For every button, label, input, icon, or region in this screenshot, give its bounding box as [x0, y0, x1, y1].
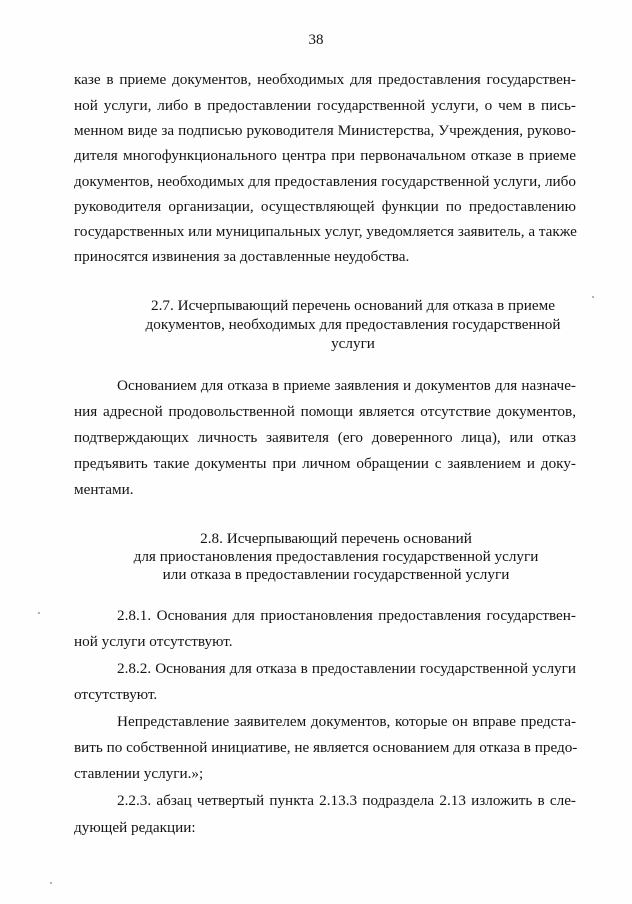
heading-line: услуги [331, 335, 375, 352]
text-line: приносятся извинения за доставленные неудобства. [74, 248, 410, 265]
text-line: предъявить такие документы при личном обращении с заявлением и доку- [74, 455, 576, 472]
scan-speck [50, 882, 52, 884]
text-line: государственных или муниципальных услуг, уведомляется заявитель, а также [74, 223, 577, 240]
heading-line: 2.8. Исчерпывающий перечень оснований [200, 530, 472, 547]
text-line: Непредставление заявителем документов, которые он вправе предста- [117, 713, 576, 730]
text-line: 2.2.3. абзац четвертый пункта 2.13.3 подраздела 2.13 изложить в сле- [117, 792, 576, 809]
text-line: 2.8.1. Основания для приостановления предоставления государствен- [117, 607, 576, 624]
text-line: ментами. [74, 481, 134, 498]
text-line: отсутствуют. [74, 686, 158, 703]
heading-line: для приостановления предоставления государственной услуги [133, 548, 539, 565]
text-line: дителя многофункционального центра при первоначальном отказе в приеме [74, 147, 576, 164]
text-line: ния адресной продовольственной помощи является отсутствие документов, [74, 403, 576, 420]
text-line: ставлении услуги.»; [74, 765, 204, 782]
text-line: ной услуги, либо в предоставлении государственной услуги, о чем в пись- [74, 97, 576, 114]
text-line: дующей редакции: [74, 819, 196, 836]
page-number: 38 [308, 32, 324, 48]
text-line: подтверждающих личность заявителя (его доверенного лица), или отказ [74, 429, 576, 446]
scan-speck [38, 612, 40, 614]
text-line: ной услуги отсутствуют. [74, 633, 233, 650]
scan-speck [592, 296, 594, 298]
heading-line: или отказа в предоставлении государственной услуги [162, 566, 510, 583]
text-line: вить по собственной инициативе, не является основанием для отказа в предо- [74, 739, 578, 756]
heading-line: документов, необходимых для предоставления государственной [145, 316, 561, 333]
text-line: Основанием для отказа в приеме заявления и документов для назначе- [117, 377, 576, 394]
text-line: документов, необходимых для предоставления государственной услуги, либо [74, 173, 576, 190]
text-line: менном виде за подписью руководителя Министерства, Учреждения, руково- [74, 122, 576, 139]
text-line: 2.8.2. Основания для отказа в предоставлении государственной услуги [117, 660, 576, 677]
text-line: руководителя организации, осуществляющей функции по предоставлению [74, 198, 576, 215]
text-line: казе в приеме документов, необходимых для предоставления государствен- [74, 71, 576, 88]
heading-line: 2.7. Исчерпывающий перечень оснований для отказа в приеме [151, 297, 555, 314]
